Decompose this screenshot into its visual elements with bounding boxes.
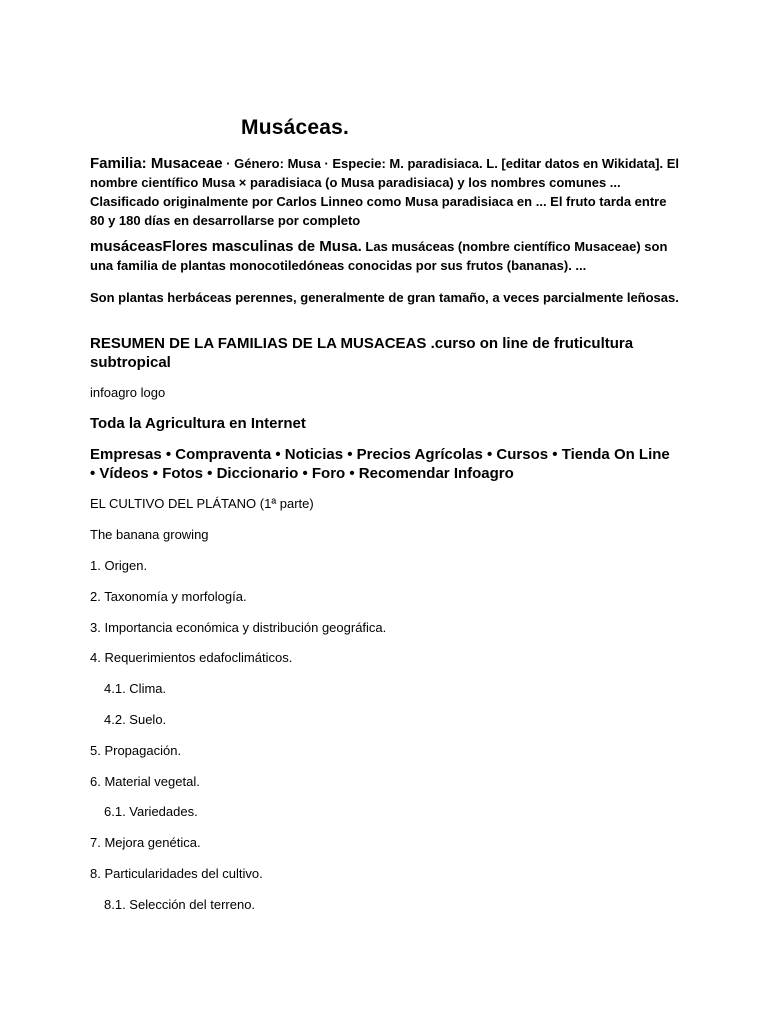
musaceas-paragraph [90,237,682,275]
infoagro-logo-text: infoagro logo [90,385,166,400]
toc-item: 8.1. Selección del terreno. [104,896,256,912]
section-subtitle: The banana growing [90,527,209,542]
toc-item: 4.1. Clima. [104,681,167,697]
toc-item: 4. Requerimientos edafoclimáticos. [90,650,293,666]
family-lead: Familia: Musaceae [90,155,223,172]
page-title: Musáceas. [241,116,350,139]
toc-item: 3. Importancia económica y distribución geográfica. [90,619,387,635]
resumen-heading: RESUMEN DE LA FAMILIAS DE LA MUSACEAS .curso on line de fruticultura subtropical [90,335,634,371]
musaceas-text: Las musáceas (nombre científico Musaceae) son una familia de plantas monocotiledóneas conocidas por sus frutos (bananas). ... [90,239,668,273]
site-nav-line: Empresas • Compraventa • Noticias • Precios Agrícolas • Cursos • Tienda On Line • Vídeos • Fotos • Diccionario • Foro • Recomendar Infoagro [90,446,670,482]
section-title: EL CULTIVO DEL PLÁTANO (1ª parte) [90,496,314,511]
toc-item: 7. Mejora genética. [90,835,201,851]
toc-item: 2. Taxonomía y morfología. [90,588,247,604]
toc-item: 1. Origen. [90,558,148,573]
description-paragraph: Son plantas herbáceas perennes, generalmente de gran tamaño, a veces parcialmente leñosas. [90,290,679,305]
toc-item: 6.1. Variedades. [104,804,198,820]
family-text: · Género: Musa · Especie: M. paradisiaca. L. [editar datos en Wikidata]. El nombre científico Musa × paradisiaca (o Musa paradisiaca) y los nombres comunes ... Clasificado originalmente por Carlos Linneo como Musa paradisiaca en ... El fruto tarda entre 80 y 180 días en desarrollarse por completo [90,156,680,228]
toc-item: 8. Particularidades del cultivo. [90,866,263,881]
tagline-heading: Toda la Agricultura en Internet [90,415,306,432]
family-paragraph [90,154,682,230]
musaceas-lead: musáceasFlores masculinas de Musa. [90,238,362,255]
toc-item: 6. Material vegetal. [90,773,200,789]
toc-item: 5. Propagación. [90,742,182,758]
toc-item: 4.2. Suelo. [104,712,167,727]
